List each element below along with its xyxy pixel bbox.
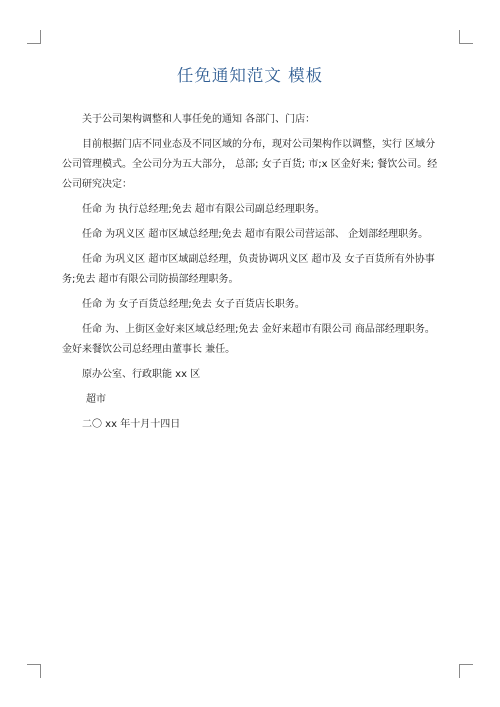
paragraph-appointment-5: 任命 为、上街区金好来区域总经理;免去 金好来超市有限公司 商品部经理职务。 [82, 324, 435, 335]
paragraph-appointment-2: 任命 为巩义区 超市区域总经理;免去 超市有限公司营运部、 企划部经理职务。 [82, 229, 429, 240]
paragraph-appointment-4: 任命 为 女子百货总经理;免去 女子百货店长职务。 [82, 299, 305, 310]
paragraph-appointment-3: 任命 为巩义区 超市区域副总经理，负责协调巩义区 超市及 女子百货所有外协事务;免去 超市有限公司防损部经理职务。 [62, 254, 435, 285]
paragraph-notice-heading: 关于公司架构调整和人事任免的通知 各部门、门店： [82, 114, 316, 125]
signature-organization: 超市 [86, 394, 106, 405]
crop-mark-top-left [27, 30, 41, 44]
crop-mark-top-right [459, 30, 473, 44]
signature-date: 二〇 xx 年十月十四日 [82, 419, 181, 430]
paragraph-appointment-1: 任命 为 执行总经理;免去 超市有限公司副总经理职务。 [82, 204, 325, 215]
document-title: 任免通知范文 模板 [176, 66, 324, 85]
crop-mark-bottom-left [27, 664, 41, 678]
paragraph-background: 目前根据门店不同业态及不同区域的分布，现对公司架构作以调整，实行 区域分公司管理模式。全公司分为五大部分， 总部; 女子百货; 市;x 区金好来; 餐饮公司。经公司研究决定： [62, 139, 438, 190]
paragraph-office-note: 原办公室、行政职能 xx 区 [82, 369, 201, 380]
paragraph-appointment-6: 金好来餐饮公司总经理由董事长 兼任。 [62, 344, 236, 355]
document-body [62, 110, 440, 440]
crop-mark-bottom-right [459, 664, 473, 678]
